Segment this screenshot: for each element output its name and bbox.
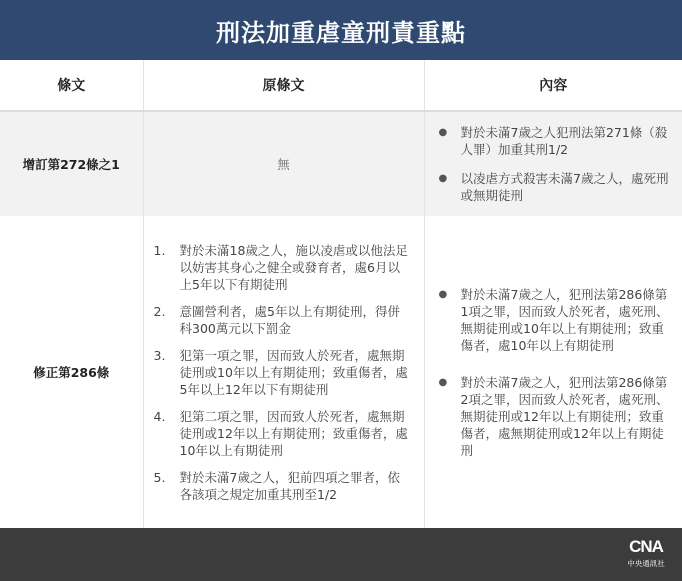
cna-logo (624, 535, 668, 575)
list-item: ● 對於未滿7歲之人，犯刑法第286條第2項之罪，因而致人於死者，處死刑、無期徒刑或12年以上有期徒刑；致重傷者，處無期徒刑或12年以上有期徒刑 (438, 374, 669, 458)
list-item: 5. 對於未滿7歲之人，犯前四項之罪者，依各該項之規定加重其刑至1/2 (153, 469, 400, 502)
table-row (0, 111, 682, 216)
title-banner (0, 0, 682, 60)
table-row (0, 216, 682, 528)
list-item: 2. 意圖營利者，處5年以上有期徒刑，得併科300萬元以下罰金 (153, 303, 400, 336)
original-cell (143, 216, 424, 528)
original-text: 無 (143, 111, 424, 216)
list-item: 1. 對於未滿18歲之人，施以凌虐或以他法足以妨害其身心之健全或發育者，處6月以上5年以下有期徒刑 (153, 242, 408, 292)
original-list (144, 242, 424, 503)
row-label: 修正第286條 (0, 216, 143, 528)
content-cell (424, 216, 682, 528)
bullet-icon: ● (438, 288, 448, 300)
list-item: 4. 犯第二項之罪，因而致人於死者，處無期徒刑或12年以上有期徒刑；致重傷者，處10年以上有期徒刑 (153, 408, 408, 458)
column-header-article: 條文 (0, 60, 143, 111)
content-cell (424, 111, 682, 216)
content-list (425, 286, 682, 459)
row-label: 增訂第272條之1 (0, 111, 143, 216)
list-item: 3. 犯第一項之罪，因而致人於死者，處無期徒刑或10年以上有期徒刑；致重傷者，處5年以上12年以下有期徒刑 (153, 347, 408, 397)
column-header-content: 內容 (424, 60, 682, 111)
column-header-original: 原條文 (143, 60, 424, 111)
table-header-row (0, 60, 682, 111)
bullet-icon: ● (438, 376, 448, 388)
logo-mark: CNA (629, 537, 663, 556)
content-list (425, 124, 682, 204)
list-item: ● 對於未滿7歲之人，犯刑法第286條第1項之罪，因而致人於死者，處死刑、無期徒刑或10年以上有期徒刑；致重傷者，處10年以上有期徒刑 (438, 286, 669, 353)
law-comparison-table (0, 60, 682, 528)
list-item: ● 以凌虐方式殺害未滿7歲之人，處死刑或無期徒刑 (438, 171, 669, 203)
footer-bar (0, 528, 682, 581)
logo-text: 中央通訊社 (627, 559, 665, 568)
list-item: ● 對於未滿7歲之人犯刑法第271條（殺人罪）加重其刑1/2 (438, 125, 668, 157)
bullet-icon: ● (438, 173, 448, 184)
page-title: 刑法加重虐童刑責重點 (216, 18, 466, 47)
bullet-icon: ● (438, 127, 448, 138)
